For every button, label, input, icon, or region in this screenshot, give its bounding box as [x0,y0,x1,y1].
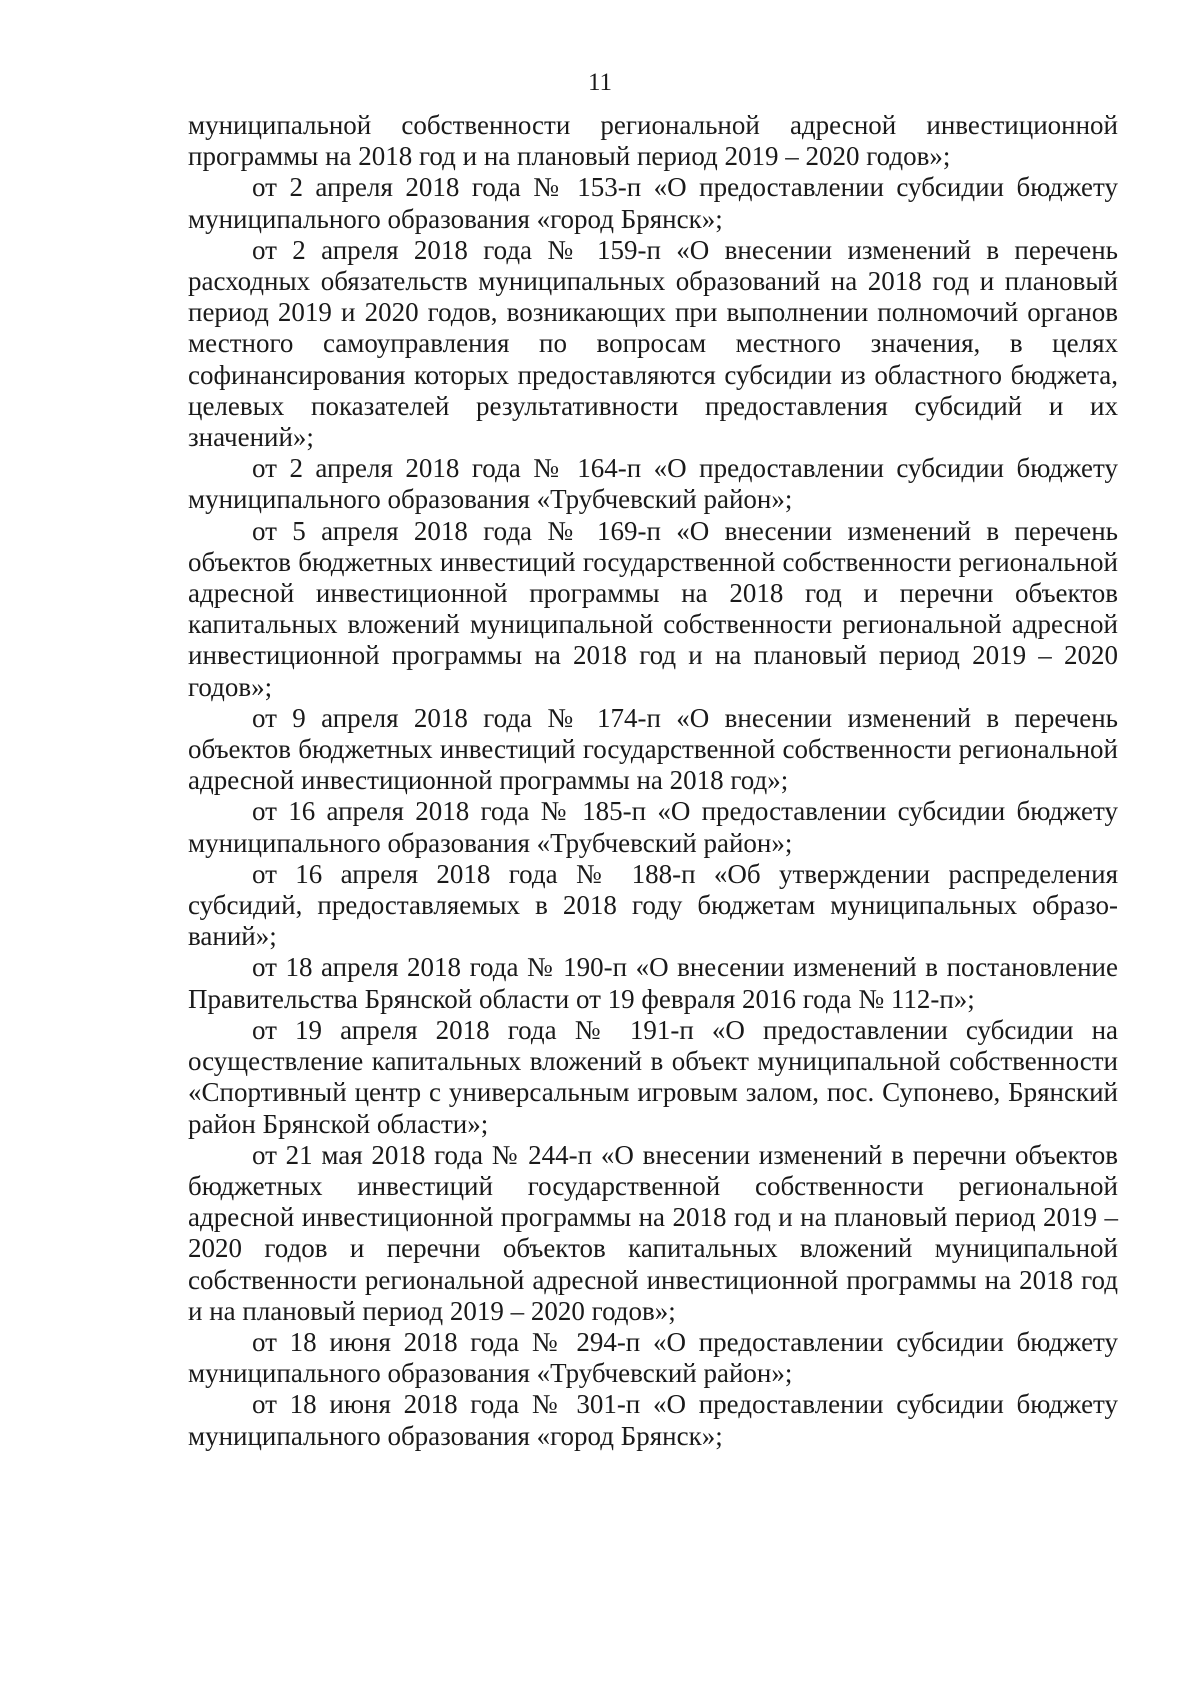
paragraph-decree-169: от 5 апреля 2018 года № 169-п «О внесении изменений в перечень объектов бюджетных инвестиций государственной собственности региональной адресной инвестиционной программы на 2018 год и перечни объектов капитальных вложений муниципальной собственности региональной адресной инвестиционной программы на 2018 год и на плановый период 2019 – 2020 годов»; [188,515,1118,702]
paragraph-decree-190: от 18 апреля 2018 года № 190-п «О внесении изменений в постановление Правительства Брянской области от 19 февраля 2016 года № 112-п»; [188,952,1118,1014]
paragraph-decree-164: от 2 апреля 2018 года № 164-п «О предоставлении субсидии бюджету муниципального образования «Трубчевский район»; [188,453,1118,515]
paragraph-decree-294: от 18 июня 2018 года № 294-п «О предоставлении субсидии бюджету муниципального образования «Трубчевский район»; [188,1326,1118,1389]
paragraph-decree-153: от 2 апреля 2018 года № 153-п «О предоставлении субсидии бюджету муниципального образования «город Брянск»; [188,172,1118,234]
document-body [188,110,1118,1452]
page-number: 11 [587,69,613,96]
paragraph-decree-244: от 21 мая 2018 года № 244-п «О внесении изменений в перечни объектов бюджетных инвестиций государственной собственности региональной адресной инвестиционной программы на 2018 год и на плановый период 2019 – 2020 годов и перечни объектов капитальных вложений муниципальной собственности региональной адресной инвестиционной программы на 2018 год и на плановый период 2019 – 2020 годов»; [188,1139,1118,1326]
paragraph-continuation: муниципальной собственности региональной адресной инвестиционной программы на 2018 год и на плановый период 2019 – 2020 годов»; [188,110,1118,172]
paragraph-decree-159: от 2 апреля 2018 года № 159-п «О внесении изменений в перечень расходных обязательств муниципальных образований на 2018 год и плановый период 2019 и 2020 годов, возникающих при выполнении полномочий органов местного самоуправления по вопросам местного значения, в целях софинансирования которых предоставляются субсидии из областного бюджета, целевых показателей результативности предоставления субсидий и их значений»; [188,234,1118,453]
paragraph-decree-191: от 19 апреля 2018 года № 191-п «О предоставлении субсидии на осуществление капитальных вложений в объект муниципальной собственности «Спортивный центр с универсальным игровым залом, пос. Супонево, Брянский район Брянской области»; [188,1014,1118,1139]
paragraph-decree-188: от 16 апреля 2018 года № 188-п «Об утверждении распределения субсидий, предоставляемых в 2018 году бюджетам муниципальных образований»; [188,858,1118,952]
paragraph-decree-185: от 16 апреля 2018 года № 185-п «О предоставлении субсидии бюджету муниципального образования «Трубчевский район»; [188,796,1118,858]
paragraph-decree-301: от 18 июня 2018 года № 301-п «О предоставлении субсидии бюджету муниципального образования «город Брянск»; [188,1389,1118,1451]
paragraph-decree-174: от 9 апреля 2018 года № 174-п «О внесении изменений в перечень объектов бюджетных инвестиций государственной собственности региональной адресной инвестиционной программы на 2018 год»; [188,702,1118,796]
